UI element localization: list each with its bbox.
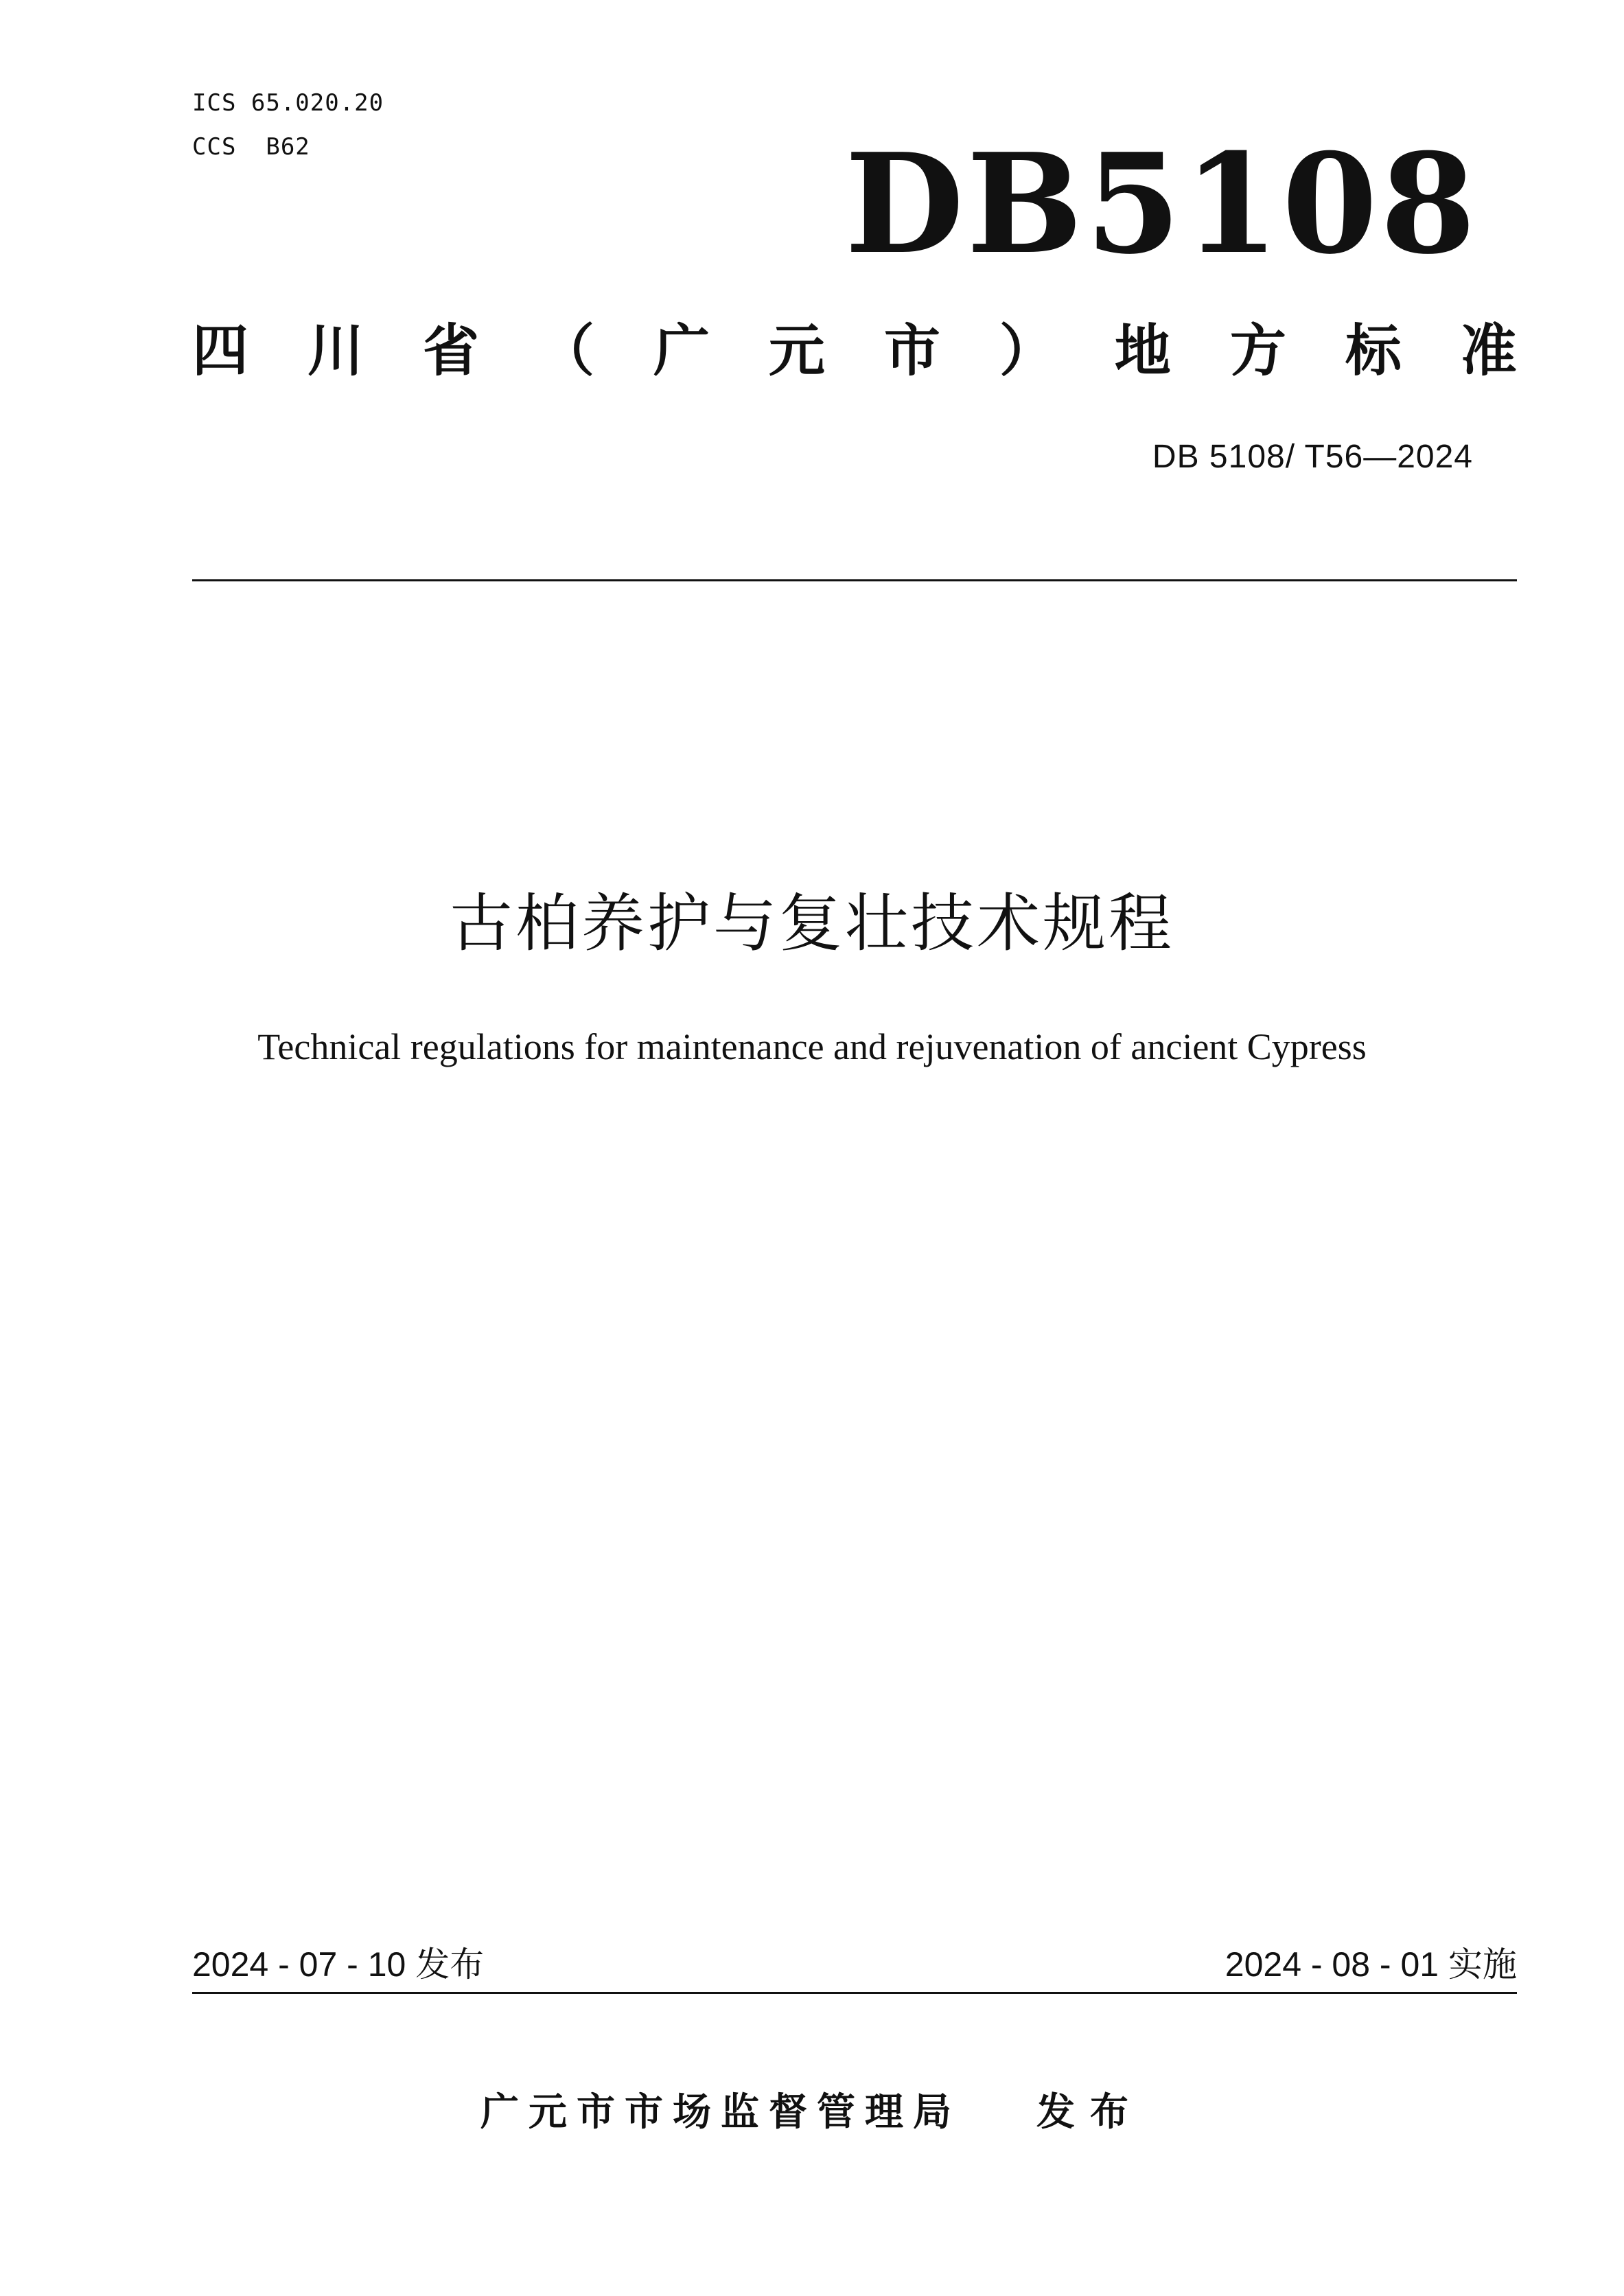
document-title-english: Technical regulations for maintenance and rejuvenation of ancient Cypress — [257, 1026, 1367, 1067]
category-char: 四 — [192, 318, 249, 384]
date-divider — [192, 1992, 1517, 1994]
category-char: 标 — [1345, 318, 1402, 384]
category-char: 准 — [1460, 318, 1517, 384]
issuer-organization: 广元市市场监督管理局 — [480, 2090, 961, 2135]
issuer-action: 发布 — [1036, 2090, 1144, 2135]
category-char: ） — [999, 318, 1056, 384]
standard-number: DB 5108/ T56—2024 — [1152, 439, 1473, 475]
category-char: 地 — [1114, 318, 1171, 384]
header-divider — [192, 579, 1517, 581]
category-char: （ — [537, 318, 594, 384]
standard-code-logo: DB5108 — [844, 124, 1478, 285]
category-char: 广 — [653, 318, 710, 384]
standard-category — [192, 317, 1517, 386]
category-char: 市 — [883, 318, 940, 384]
document-title-chinese: 古柏养护与复壮技术规程 — [449, 887, 1174, 960]
issue-date: 2024 - 07 - 10 发布 — [192, 1945, 485, 1984]
implementation-date: 2024 - 08 - 01 实施 — [1225, 1945, 1517, 1984]
category-char: 元 — [768, 318, 825, 384]
category-char: 方 — [1229, 318, 1286, 384]
category-char: 川 — [307, 318, 364, 384]
classification-codes — [192, 81, 384, 169]
ccs-code: CCS B62 — [192, 133, 310, 161]
issuing-authority — [0, 2087, 1624, 2139]
category-char: 省 — [422, 318, 479, 384]
ics-code: ICS 65.020.20 — [192, 89, 384, 117]
